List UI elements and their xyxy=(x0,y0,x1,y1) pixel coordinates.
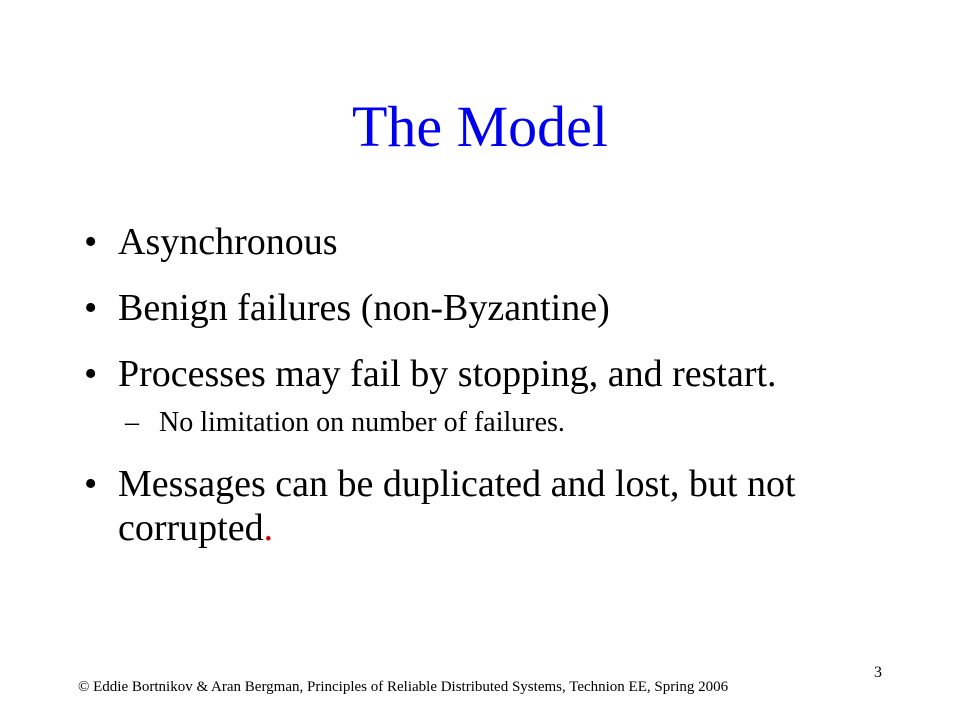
slide-footer: © Eddie Bortnikov & Aran Bergman, Principles of Reliable Distributed Systems, Technion EE, Spring 2006 xyxy=(78,679,729,695)
bullet-dot-icon: • xyxy=(84,287,98,329)
accent-period: . xyxy=(263,507,274,549)
bullet-dot-icon: • xyxy=(84,463,98,505)
bullet-text-last xyxy=(118,462,858,550)
bullet-dot-icon: • xyxy=(84,353,98,395)
bullet-text: Asynchronous xyxy=(118,221,338,263)
bullet-text: Benign failures (non-Byzantine) xyxy=(118,287,610,329)
sub-bullet-text: No limitation on number of failures. xyxy=(159,407,565,438)
page-number: 3 xyxy=(874,664,882,681)
bullet-text: Processes may fail by stopping, and restart. xyxy=(118,353,777,395)
bullet-text: Messages can be duplicated and lost, but not corrupted xyxy=(118,463,796,549)
sub-bullet-dash-icon: – xyxy=(125,407,139,438)
slide-title: The Model xyxy=(351,94,609,159)
bullet-dot-icon: • xyxy=(84,221,98,263)
